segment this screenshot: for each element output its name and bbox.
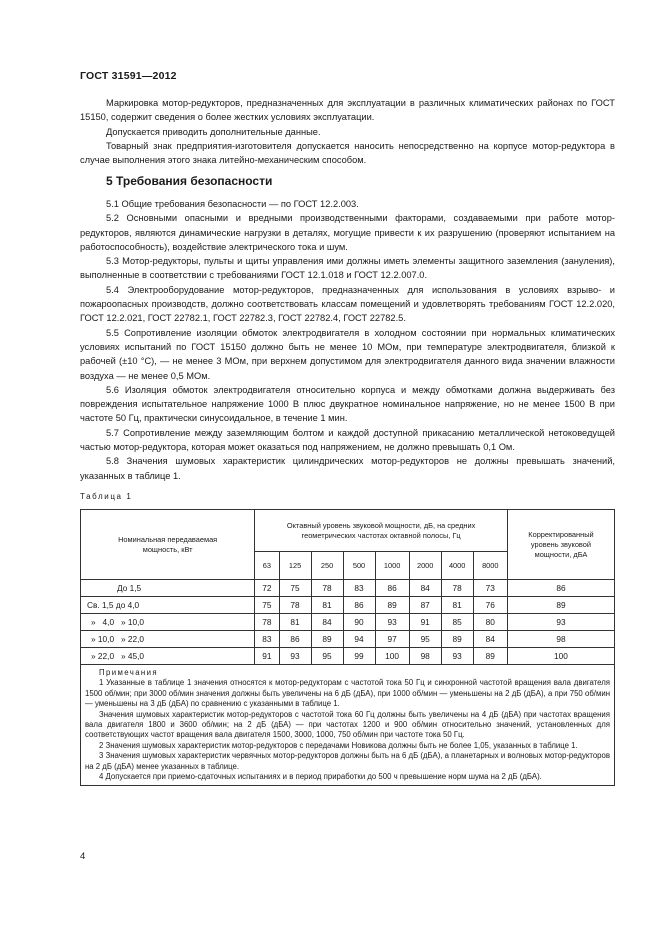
cell: 98 [409, 648, 441, 665]
cell: 89 [375, 597, 409, 614]
cell: 78 [441, 580, 473, 597]
row-label: До 1,5 [81, 580, 255, 597]
cell: 100 [375, 648, 409, 665]
cell: 86 [279, 631, 311, 648]
section-text [80, 197, 615, 483]
document-code: ГОСТ 31591—2012 [80, 70, 177, 82]
cell: 95 [409, 631, 441, 648]
cell: 86 [343, 597, 375, 614]
cell: 78 [255, 614, 279, 631]
table-row [81, 597, 615, 614]
cell: 81 [311, 597, 343, 614]
note: Значения шумовых характеристик мотор-редукторов с частотой тока 60 Гц должны быть увеличены на 4 дБ (дБА) при частотах вращения вала двигателя 1800 и 3600 об/мин; на 2 дБ (дБА) — при частотах 1200 и 900 об/мин относительно значений, установленных для соответствующих частот вращения вала двигателя 1500, 3000, 1000, 750 об/мин при частоте тока 50 Гц. [85, 709, 610, 740]
cell: 91 [255, 648, 279, 665]
row-label: » 10,0 » 22,0 [81, 631, 255, 648]
cell-corrected: 100 [507, 648, 614, 665]
noise-table [80, 509, 615, 786]
cell: 75 [255, 597, 279, 614]
note: 4 Допускается при приемо-сдаточных испытаниях и в период приработки до 500 ч превышение норм шума на 2 дБ (дБА). [99, 772, 542, 782]
cell: 76 [473, 597, 507, 614]
table-row [81, 631, 615, 648]
cell: 84 [409, 580, 441, 597]
cell: 84 [311, 614, 343, 631]
freq-header: 2000 [409, 552, 441, 580]
intro-text [80, 96, 615, 167]
clause-5-4: 5.4 Электрооборудование мотор-редукторов, предназначенных для использования в условиях взрыво- и пожароопасных производств, должно соответствовать классам помещений и удовлетворять требованиям ГОСТ 12.2.020, ГОСТ 12.2.021, ГОСТ 22782.1, ГОСТ 22782.3, ГОСТ 22782.4, ГОСТ 22782.5. [80, 284, 615, 324]
row-label: Св. 1,5 до 4,0 [81, 597, 255, 614]
freq-header: 250 [311, 552, 343, 580]
table-row [81, 580, 615, 597]
cell: 86 [375, 580, 409, 597]
table-caption: Таблица 1 [80, 492, 133, 501]
paragraph: Маркировка мотор-редукторов, предназначенных для эксплуатации в различных климатических районах по ГОСТ 15150, содержит сведения о более жестких условиях эксплуатации. [80, 98, 615, 123]
cell: 90 [343, 614, 375, 631]
cell: 85 [441, 614, 473, 631]
cell: 80 [473, 614, 507, 631]
cell: 89 [311, 631, 343, 648]
cell-corrected: 86 [507, 580, 614, 597]
cell: 94 [343, 631, 375, 648]
freq-header: 4000 [441, 552, 473, 580]
freq-header: 8000 [473, 552, 507, 580]
col-header-octave: Октавный уровень звуковой мощности, дБ, на средних геометрических частотах октавной полосы, Гц [255, 510, 508, 552]
cell: 83 [255, 631, 279, 648]
cell: 72 [255, 580, 279, 597]
cell: 91 [409, 614, 441, 631]
clause-5-6: 5.6 Изоляция обмоток электродвигателя относительно корпуса и между обмотками должна выдерживать без повреждения испытательное напряжение 1000 В плюс двукратное номинальное напряжение, но не менее 1500 В при частоте 50 Гц, практически синусоидальное, в течение 1 мин. [80, 384, 615, 424]
clause-5-3: 5.3 Мотор-редукторы, пульты и щиты управления ими должны иметь элементы защитного заземления (зануления), выполненные в соответствии с требованиями ГОСТ 12.1.018 и ГОСТ 12.2.007.0. [80, 256, 615, 281]
row-label: » 22,0 » 45,0 [81, 648, 255, 665]
notes-title: Примечания [99, 668, 159, 677]
cell-corrected: 98 [507, 631, 614, 648]
cell: 93 [441, 648, 473, 665]
cell-corrected: 93 [507, 614, 614, 631]
note: 2 Значения шумовых характеристик мотор-редукторов с передачами Новикова должны быть не более 1,05, указанных в таблице 1. [99, 740, 578, 750]
paragraph: Допускается приводить дополнительные данные. [106, 126, 321, 137]
paragraph: Товарный знак предприятия-изготовителя допускается наносить непосредственно на корпусе мотор-редуктора в случае выполнения этого знака литейно-механическим способом. [80, 140, 615, 166]
cell: 73 [473, 580, 507, 597]
cell: 78 [311, 580, 343, 597]
note: 3 Значения шумовых характеристик червячных мотор-редукторов должны быть на 6 дБ (дБА), а планетарных и волновых мотор-редукторов на 2 дБ (дБА) менее указанных в таблице. [85, 751, 610, 771]
cell: 93 [279, 648, 311, 665]
clause-5-5: 5.5 Сопротивление изоляции обмоток электродвигателя в холодном состоянии при нормальных климатических условиях испытаний по ГОСТ 15150 должно быть не менее 10 МОм, при температуре электродвигателя, близкой к рабочей (±10 °С), — не менее 3 МОм, при верхнем допустимом для электродвигателя данного вида значении влажности воздуха — не менее 0,5 МОм. [80, 327, 615, 381]
cell: 89 [473, 648, 507, 665]
clause-5-2: 5.2 Основными опасными и вредными производственными факторами, создаваемыми при работе мотор-редукторов, являются динамические нагрузки в деталях, могущие привести к их разрушению (проверяют испытанием на работоспособность), воздействие электрического тока и шум. [80, 213, 615, 252]
freq-header: 1000 [375, 552, 409, 580]
page-number: 4 [80, 851, 86, 862]
cell: 93 [375, 614, 409, 631]
cell: 78 [279, 597, 311, 614]
table-row [81, 648, 615, 665]
cell: 84 [473, 631, 507, 648]
col-header-corrected: Корректированный уровень звуковой мощности, дБА [507, 510, 614, 580]
note: 1 Указанные в таблице 1 значения относятся к мотор-редукторам с частотой тока 50 Гц и синхронной частотой вращения вала двигателя 1500 об/мин; при 3000 об/мин значения должны быть увеличены на 6 дБ (дБА), при 1000 об/мин — уменьшены на 2 дБ (дБА), а при 750 об/мин — уменьшены на 3 дБ (дБА) по сравнению с указанными в таблице 1. [85, 678, 610, 709]
cell: 87 [409, 597, 441, 614]
cell: 83 [343, 580, 375, 597]
cell: 95 [311, 648, 343, 665]
cell: 99 [343, 648, 375, 665]
freq-header: 500 [343, 552, 375, 580]
clause-5-7: 5.7 Сопротивление между заземляющим болтом и каждой доступной прикасанию металлической нетоковедущей частью мотор-редуктора, которая может оказаться под напряжением, не должно превышать 0,1 Ом. [80, 427, 615, 453]
freq-header: 125 [279, 552, 311, 580]
cell: 97 [375, 631, 409, 648]
freq-header: 63 [255, 552, 279, 580]
cell: 89 [441, 631, 473, 648]
clause-5-1: 5.1 Общие требования безопасности — по ГОСТ 12.2.003. [106, 199, 359, 209]
row-label: » 4,0 » 10,0 [81, 614, 255, 631]
cell-corrected: 89 [507, 597, 614, 614]
cell: 75 [279, 580, 311, 597]
cell: 81 [441, 597, 473, 614]
table-notes [81, 665, 615, 786]
clause-5-8: 5.8 Значения шумовых характеристик цилиндрических мотор-редукторов не должны превышать значений, указанных в таблице 1. [80, 456, 615, 481]
cell: 81 [279, 614, 311, 631]
col-header-power: Номинальная передаваемая мощность, кВт [81, 510, 255, 580]
table-row [81, 614, 615, 631]
section-title: 5 Требования безопасности [106, 174, 273, 188]
